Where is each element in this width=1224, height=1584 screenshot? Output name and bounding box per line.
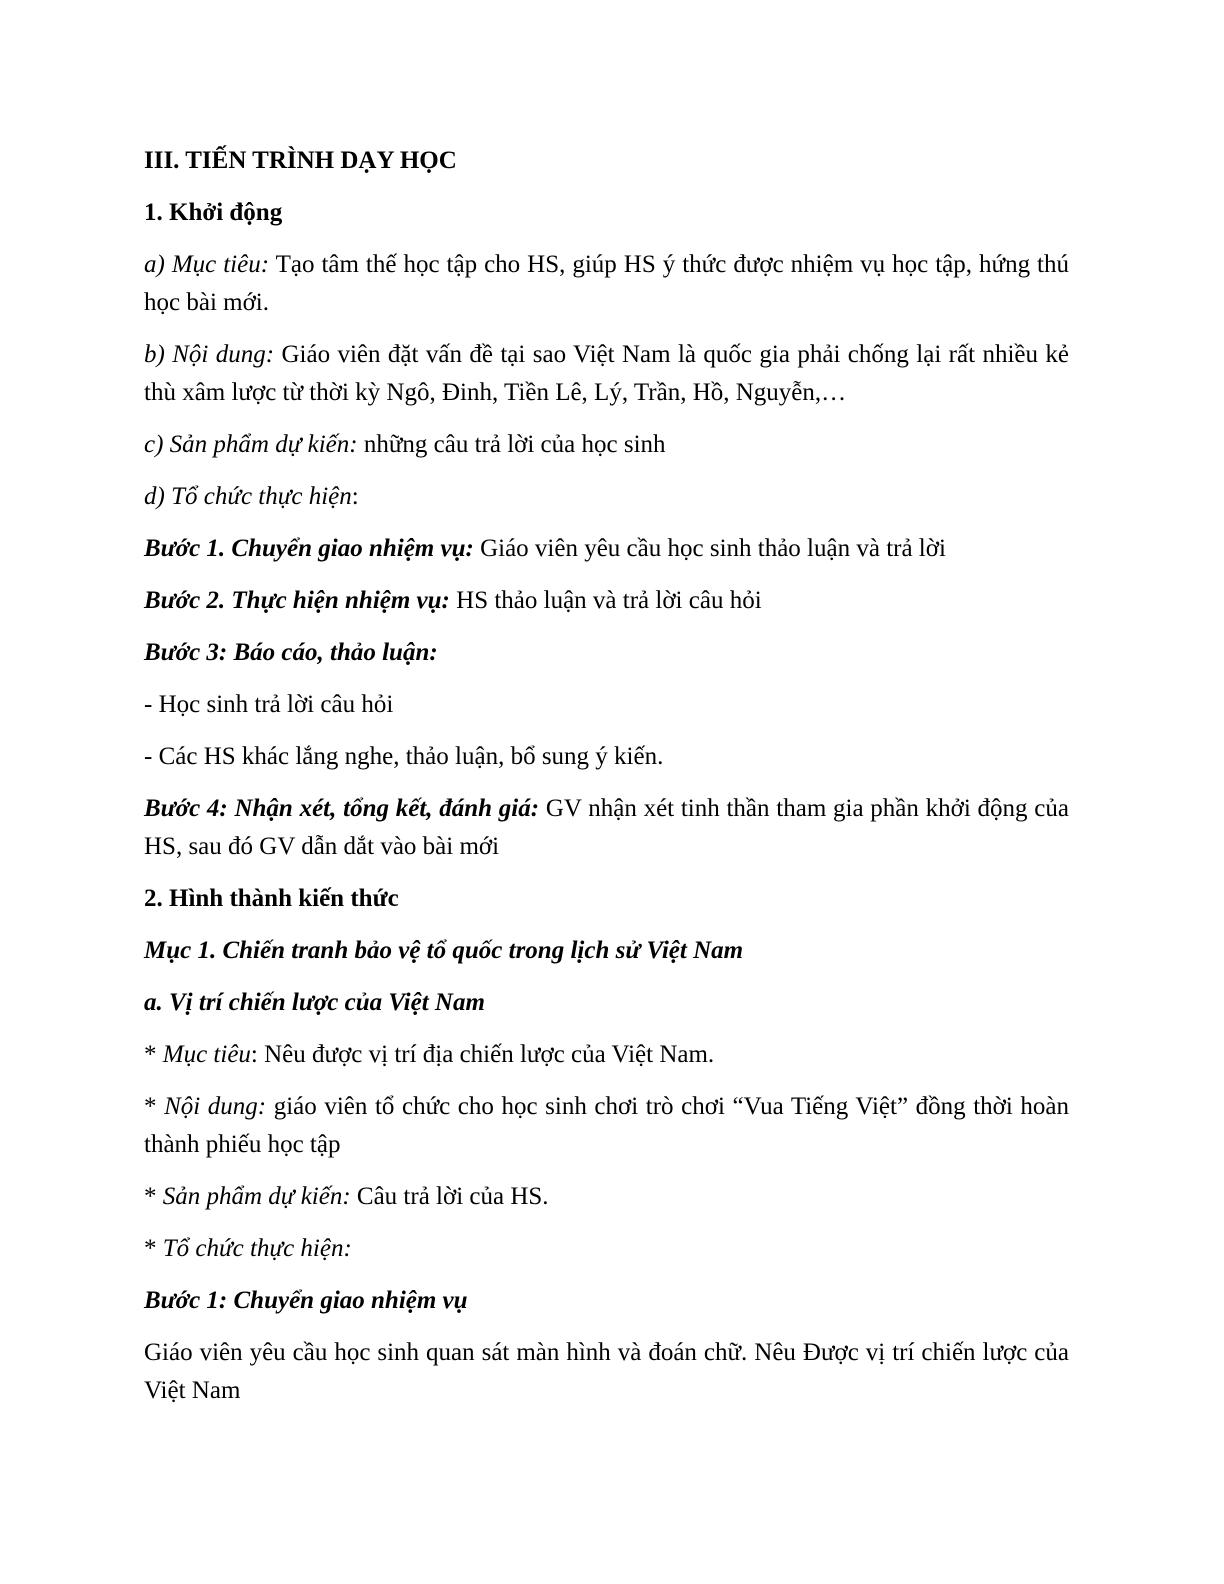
text-san-pham: những câu trả lời của học sinh bbox=[357, 431, 666, 458]
heading-vi-tri-chien-luoc: a. Vị trí chiến lược của Việt Nam bbox=[144, 989, 485, 1016]
label-buoc-4: Bước 4: Nhận xét, tổng kết, đánh giá: bbox=[144, 795, 540, 822]
label-noi-dung-2: Nội dung: bbox=[164, 1093, 267, 1120]
paragraph-to-chuc bbox=[144, 478, 1069, 516]
prefix-noi-dung-2: * bbox=[144, 1093, 165, 1120]
prefix-to-chuc-2: * bbox=[144, 1235, 163, 1262]
label-noi-dung: b) Nội dung: bbox=[144, 341, 275, 368]
heading-hinh-thanh-kien-thuc: 2. Hình thành kiến thức bbox=[144, 885, 399, 912]
text-to-chuc: : bbox=[351, 483, 359, 510]
paragraph-to-chuc-2 bbox=[144, 1230, 1069, 1268]
heading-muc-1: Mục 1. Chiến tranh bảo vệ tổ quốc trong lịch sử Việt Nam bbox=[144, 937, 744, 964]
text-noi-dung: Giáo viên đặt vấn đề tại sao Việt Nam là quốc gia phải chống lại rất nhiều kẻ thù xâm lược từ thời kỳ Ngô, Đinh, Tiền Lê, Lý, Trần, Hồ, Nguyễn,… bbox=[144, 341, 1069, 406]
text-muc-tieu: Tạo tâm thế học tập cho HS, giúp HS ý thức được nhiệm vụ học tập, hứng thú học bài mới. bbox=[144, 251, 1069, 316]
label-muc-tieu-2: Mục tiêu bbox=[162, 1041, 251, 1068]
label-buoc-2: Bước 2. Thực hiện nhiệm vụ: bbox=[144, 587, 450, 614]
prefix-muc-tieu-2: * bbox=[144, 1041, 163, 1068]
prefix-san-pham-2: * bbox=[144, 1183, 163, 1210]
paragraph-san-pham bbox=[144, 426, 1069, 464]
bullet-cac-hs-khac: - Các HS khác lắng nghe, thảo luận, bổ sung ý kiến. bbox=[144, 743, 664, 770]
text-buoc-4: GV nhận xét tinh thần tham gia phần khởi động của HS, sau đó GV dẫn dắt vào bài mới bbox=[144, 795, 1069, 860]
paragraph-muc-tieu-2 bbox=[144, 1036, 1069, 1074]
label-buoc-1-muc-1: Bước 1: Chuyển giao nhiệm vụ bbox=[144, 1287, 468, 1314]
section-title: III. TIẾN TRÌNH DẠY HỌC bbox=[144, 147, 457, 174]
paragraph-buoc-4 bbox=[144, 790, 1069, 866]
paragraph-muc-tieu bbox=[144, 246, 1069, 322]
text-muc-tieu-2: : Nêu được vị trí địa chiến lược của Việt Nam. bbox=[250, 1041, 715, 1068]
paragraph-final: Giáo viên yêu cầu học sinh quan sát màn hình và đoán chữ. Nêu Được vị trí chiến lược của Việt Nam bbox=[144, 1339, 1069, 1404]
paragraph-san-pham-2 bbox=[144, 1178, 1069, 1216]
label-san-pham-2: Sản phẩm dự kiến: bbox=[162, 1183, 351, 1210]
paragraph-buoc-2 bbox=[144, 582, 1069, 620]
label-buoc-1: Bước 1. Chuyển giao nhiệm vụ: bbox=[144, 535, 474, 562]
text-san-pham-2: Câu trả lời của HS. bbox=[350, 1183, 549, 1210]
text-buoc-2: HS thảo luận và trả lời câu hỏi bbox=[449, 587, 762, 614]
paragraph-buoc-1 bbox=[144, 530, 1069, 568]
label-san-pham: c) Sản phẩm dự kiến: bbox=[144, 431, 358, 458]
text-buoc-1: Giáo viên yêu cầu học sinh thảo luận và trả lời bbox=[473, 535, 946, 562]
heading-khoi-dong: 1. Khởi động bbox=[144, 199, 283, 226]
paragraph-noi-dung bbox=[144, 336, 1069, 412]
label-muc-tieu: a) Mục tiêu: bbox=[144, 251, 270, 278]
bullet-hoc-sinh-tra-loi: - Học sinh trả lời câu hỏi bbox=[144, 691, 394, 718]
label-to-chuc-2: Tổ chức thực hiện: bbox=[162, 1235, 352, 1262]
label-buoc-3: Bước 3: Báo cáo, thảo luận: bbox=[144, 639, 438, 666]
paragraph-noi-dung-2 bbox=[144, 1088, 1069, 1164]
label-to-chuc: d) Tổ chức thực hiện bbox=[144, 483, 352, 510]
text-noi-dung-2: giáo viên tổ chức cho học sinh chơi trò chơi “Vua Tiếng Việt” đồng thời hoàn thành phiếu học tập bbox=[144, 1093, 1069, 1158]
